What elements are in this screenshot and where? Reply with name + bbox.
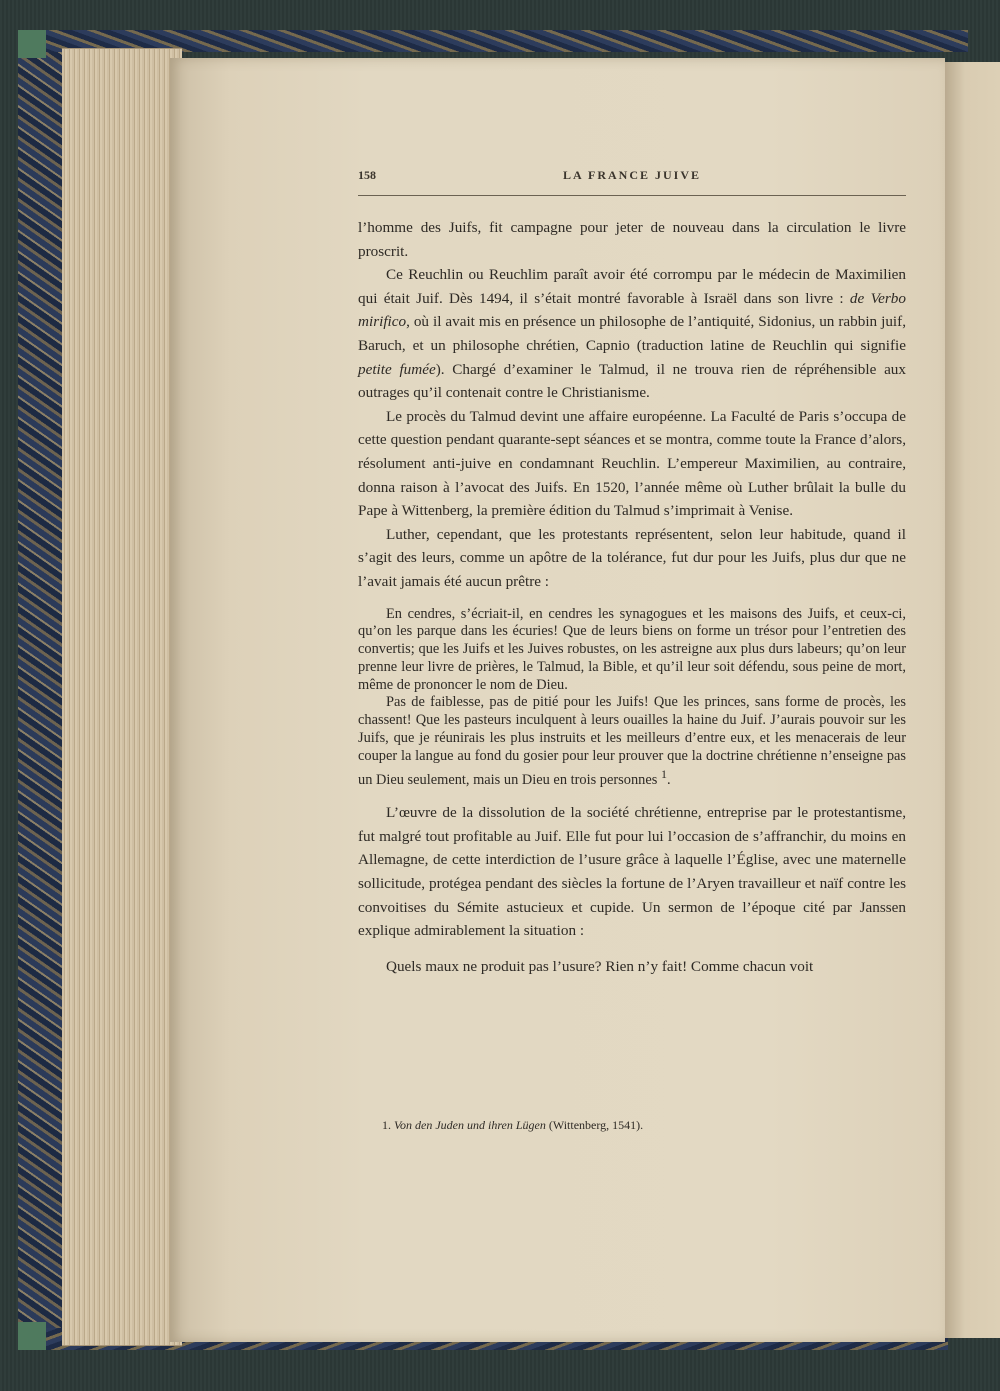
- quote-paragraph: En cendres, s’écriait-il, en cendres les synagogues et les maisons des Juifs, et ceux-ci, qu’on les parque dans les écuries! Que de leurs biens on forme un trésor pour l’entretien des convertis; que les Juifs et les Juives robustes, on les astreigne aux plus durs labeurs; qu’on leur prenne leur livre de prières, le Talmud, la Bible, et qu’il leur soit défendu, sous peine de mort, même de prononcer le nom de Dieu.: [358, 605, 906, 693]
- text-run: , où il avait mis en présence un philosophe de l’antiquité, Sidonius, un rabbin juif, Baruch, et un philosophe chrétien, Capnio (traduction latine de Reuchlin qui signifie: [358, 313, 906, 354]
- paragraph: Quels maux ne produit pas l’usure? Rien n’y fait! Comme chacun voit: [386, 957, 814, 975]
- footnote-marker: 1: [660, 766, 667, 781]
- body-text: [358, 216, 906, 978]
- paragraph: l’homme des Juifs, fit campagne pour jeter de nouveau dans la circulation le livre proscrit.: [358, 219, 906, 260]
- page-number: 158: [358, 168, 376, 182]
- footnote-title: Von den Juden und ihren Lügen: [394, 1118, 546, 1132]
- text-run: Ce Reuchlin ou Reuchlim paraît avoir été corrompu par le médecin de Maximilien qui était Juif. Dès 1494, il s’était montré favorable à Israël dans son livre :: [358, 266, 906, 307]
- header-rule: [358, 195, 906, 196]
- text-run: ). Chargé d’examiner le Talmud, il ne trouva rien de répréhensible aux outrages qu’il contenait contre le Christianisme.: [358, 360, 906, 402]
- quote-paragraph: [358, 694, 906, 789]
- footnote-number: 1.: [382, 1118, 391, 1132]
- facing-page-edge: [945, 62, 1000, 1338]
- cover-corner-bottom: [18, 1322, 46, 1350]
- footnote: [382, 1118, 906, 1133]
- text-run: .: [666, 771, 671, 788]
- page-edges: [62, 48, 182, 1346]
- book-title-italic: de Verbo mirifico: [358, 289, 906, 331]
- block-quote: [358, 606, 906, 790]
- text-run: Pas de faiblesse, pas de pitié pour les Juifs! Que les princes, sans forme de procès, les chassent! Que les pasteurs inculquent à leurs ouailles la haine du Juif. J’aurais pouvoir sur les Juifs, que je réunirais les plus instruits et les meilleurs d’entre eux, et les menacerais de leur couper la langue au fond du gosier pour leur prouver que la doctrine chrétienne n’enseigne pas un Dieu seulement, mais un Dieu en trois personnes: [358, 694, 906, 788]
- paragraph: Luther, cependant, que les protestants représentent, selon leur habitude, quand il s’agit des leurs, comme un apôtre de la tolérance, fut dur pour les Juifs, plus dur que ne l’avait jamais été aucun prêtre :: [358, 525, 906, 590]
- cover-corner-top: [18, 30, 46, 58]
- paragraph: [358, 263, 906, 405]
- italic-phrase: petite fumée: [358, 360, 436, 378]
- paragraph: Le procès du Talmud devint une affaire européenne. La Faculté de Paris s’occupa de cette question pendant quarante-sept séances et se montra, comme toute la France d’alors, résolument anti-juive en condamnant Reuchlin. L’empereur Maximilien, au contraire, donna raison à l’avocat des Juifs. En 1520, l’année même où Luther brûlait la bulle du Pape à Wittenberg, la première édition du Talmud s’imprimait à Venise.: [358, 407, 906, 520]
- footnote-rest: (Wittenberg, 1541).: [545, 1118, 644, 1132]
- paragraph: L’œuvre de la dissolution de la société chrétienne, entreprise par le protestantisme, fut malgré tout profitable au Juif. Elle fut pour lui l’occasion de s’affranchir, du moins en Allemagne, de cette interdiction de l’usure grâce à laquelle l’Église, avec une maternelle sollicitude, protégea pendant des siècles la fortune de l’Aryen travailleur et naïf contre les convoitises du Sémite astucieux et cupide. Un sermon de l’époque cité par Janssen explique admirablement la situation :: [358, 804, 906, 940]
- page-header: [358, 168, 906, 188]
- running-title: LA FRANCE JUIVE: [562, 168, 701, 182]
